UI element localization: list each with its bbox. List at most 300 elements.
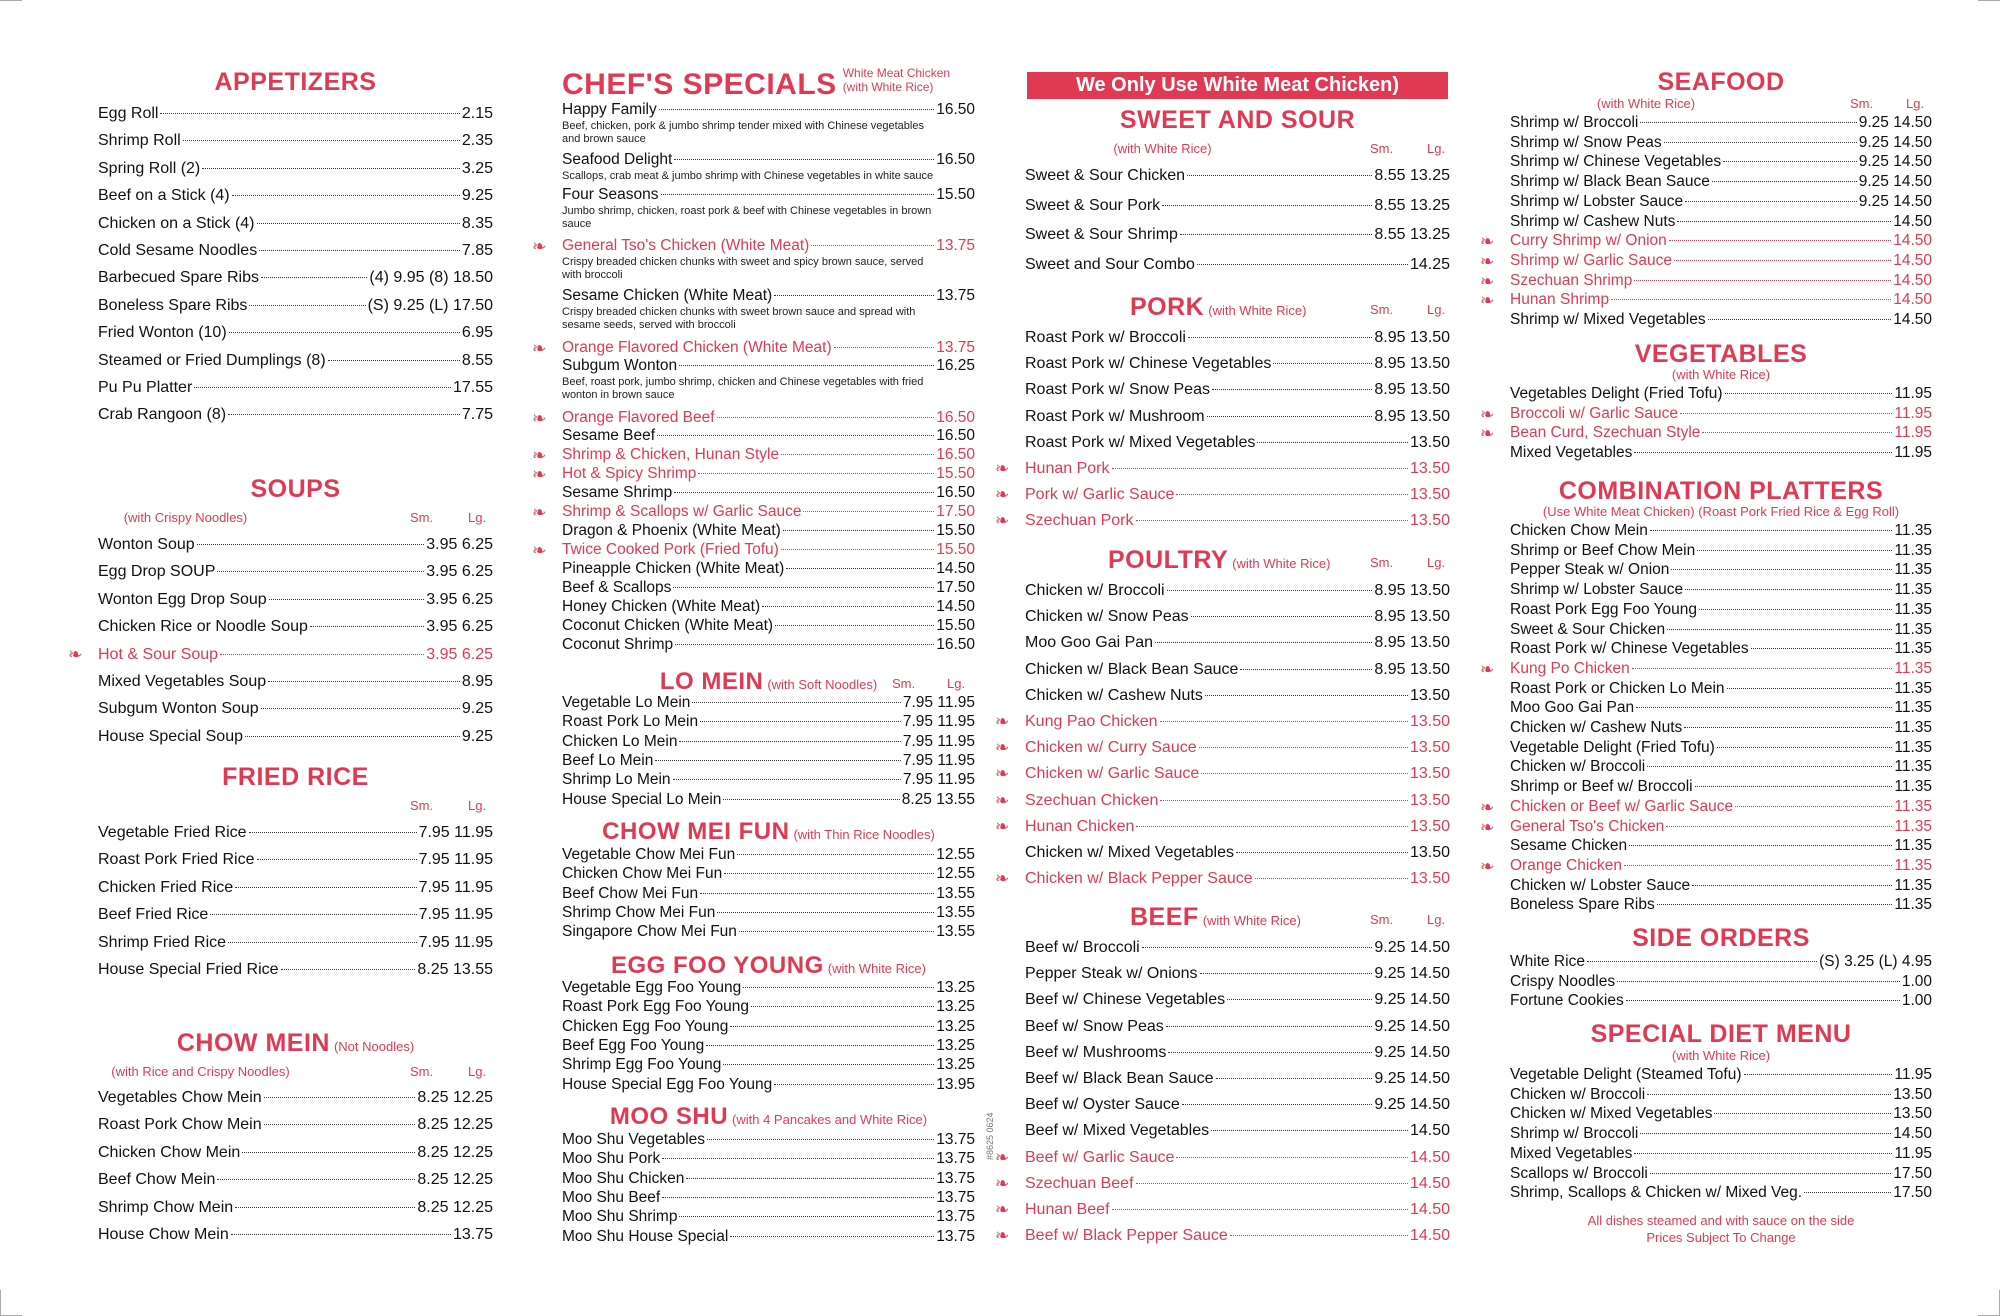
leader-dots	[1735, 806, 1892, 807]
menu-item-name: Beef w/ Mushrooms	[1025, 1044, 1167, 1061]
beef-sm: Sm.	[1370, 912, 1394, 927]
menu-item-name: Beef on a Stick (4)	[98, 187, 230, 204]
menu-item-name: Chicken Egg Foo Young	[562, 1018, 729, 1035]
menu-item-price: 7.95 11.95	[418, 851, 493, 868]
leader-dots	[264, 1097, 416, 1098]
leader-dots	[834, 347, 935, 348]
menu-item	[1025, 225, 1450, 244]
white-meat-banner: We Only Use White Meat Chicken)	[1027, 72, 1448, 99]
chow-mein-note: (with Rice and Crispy Noodles)	[111, 1064, 290, 1079]
menu-item-name: Dragon & Phoenix (White Meat)	[562, 522, 781, 539]
menu-item	[1025, 843, 1450, 862]
leader-dots	[1211, 1130, 1408, 1131]
leader-dots	[217, 571, 424, 572]
menu-item-price: (S) 3.25 (L) 4.95	[1819, 953, 1932, 970]
menu-item-name: Vegetable Delight (Steamed Tofu)	[1510, 1066, 1742, 1083]
menu-item-price: 13.50	[1409, 687, 1450, 704]
menu-item-name: Shrimp w/ Broccoli	[1510, 114, 1639, 131]
menu-item-price: 7.95 11.95	[902, 733, 975, 750]
menu-item-price: 16.50	[936, 101, 975, 118]
menu-item	[562, 694, 975, 712]
menu-item	[1025, 380, 1450, 399]
hot-spicy-icon: ❧	[995, 764, 1010, 783]
menu-item	[1025, 938, 1450, 957]
menu-item-name: Beef w/ Oyster Sauce	[1025, 1096, 1180, 1113]
chow-mei-fun-sub: (with Thin Rice Noodles)	[793, 827, 935, 842]
menu-item-name: Moo Goo Gai Pan	[1025, 634, 1154, 651]
sweet-sour-sm: Sm.	[1370, 141, 1394, 156]
menu-item-name: Orange Chicken	[1510, 857, 1623, 874]
leader-dots	[1692, 885, 1892, 886]
menu-item-name: Sweet and Sour Combo	[1025, 256, 1195, 273]
menu-item	[1510, 444, 1932, 462]
menu-item	[562, 1228, 975, 1246]
leader-dots	[1240, 669, 1372, 670]
sweet-sour-lg: Lg.	[1427, 141, 1446, 156]
menu-item	[1480, 857, 1932, 876]
menu-item	[1480, 424, 1932, 443]
beef-lg: Lg.	[1427, 912, 1446, 927]
menu-item-price: 9.25 14.50	[1858, 134, 1932, 151]
menu-item-price: 13.50	[1409, 818, 1450, 835]
menu-item-name: Chicken Fried Rice	[98, 879, 234, 896]
egg-foo-young-title	[562, 952, 975, 980]
menu-item	[98, 672, 493, 691]
crop-mark	[1978, 0, 2000, 1]
menu-item-name: Hot & Spicy Shrimp	[562, 465, 697, 482]
menu-item	[1510, 877, 1932, 895]
menu-item-name: Vegetables Chow Mein	[98, 1089, 262, 1106]
menu-item	[562, 1189, 975, 1207]
leader-dots	[679, 741, 900, 742]
menu-item-price: 14.50	[1893, 213, 1932, 230]
menu-item-price: 16.50	[936, 151, 975, 168]
hot-spicy-icon: ❧	[1480, 252, 1495, 271]
poultry-lg: Lg.	[1427, 555, 1446, 570]
menu-item	[98, 241, 493, 260]
leader-dots	[717, 417, 935, 418]
menu-item	[1025, 1043, 1450, 1062]
menu-item-price: 11.35	[1894, 818, 1932, 835]
menu-item-name: Vegetable Delight (Fried Tofu)	[1510, 739, 1715, 756]
seafood-title: SEAFOOD	[1657, 68, 1785, 96]
menu-item	[98, 268, 493, 287]
menu-item-name: Coconut Shrimp	[562, 636, 674, 653]
menu-item-name: Roast Pork w/ Snow Peas	[1025, 381, 1210, 398]
menu-item-name: Chicken Chow Mei Fun	[562, 865, 723, 882]
menu-item-name: Steamed or Fried Dumplings (8)	[98, 352, 326, 369]
menu-item	[1510, 134, 1932, 152]
menu-item-price: 11.35	[1894, 739, 1932, 756]
menu-item-price: 13.50	[1409, 765, 1450, 782]
menu-item-price: 13.25	[936, 998, 975, 1015]
pork-lg: Lg.	[1427, 302, 1446, 317]
chow-mein-title-text: CHOW MEIN	[176, 1029, 330, 1057]
menu-item-name: Chicken or Beef w/ Garlic Sauce	[1510, 798, 1734, 815]
leader-dots	[1640, 1133, 1891, 1134]
menu-item-price: 6.95	[461, 324, 493, 341]
menu-item	[1510, 173, 1932, 191]
menu-item-price: 14.25	[1409, 256, 1450, 273]
leader-dots	[1677, 221, 1891, 222]
menu-item	[1025, 686, 1450, 705]
menu-item-description: Beef, chicken, pork & jumbo shrimp tender mixed with Chinese vegetables and brown sauce	[562, 120, 924, 145]
menu-item-name: Beef Chow Mein	[98, 1171, 216, 1188]
menu-item	[98, 905, 493, 924]
menu-item-price: 12.55	[936, 865, 975, 882]
menu-item-name: Beef w/ Black Pepper Sauce	[1025, 1227, 1228, 1244]
menu-item-price: 13.50	[1409, 739, 1450, 756]
menu-item	[1480, 818, 1932, 837]
menu-item-price: 11.95	[1894, 1145, 1932, 1162]
menu-item-price: 13.75	[936, 1150, 975, 1167]
leader-dots	[242, 1152, 415, 1153]
menu-item-name: Moo Shu Shrimp	[562, 1208, 678, 1225]
menu-item	[98, 823, 493, 842]
menu-item	[98, 131, 493, 150]
leader-dots	[1236, 852, 1408, 853]
menu-item	[1025, 354, 1450, 373]
menu-item-price: 13.25	[936, 1056, 975, 1073]
menu-item	[98, 104, 493, 123]
menu-item-name: Beef Lo Mein	[562, 752, 654, 769]
menu-item	[1025, 964, 1450, 983]
leader-dots	[210, 914, 416, 915]
menu-item-price: 9.25 14.50	[1858, 193, 1932, 210]
menu-item	[562, 1170, 975, 1188]
menu-item-price: 11.35	[1894, 798, 1932, 815]
menu-item	[562, 752, 975, 770]
menu-item	[562, 636, 975, 654]
menu-item-price: 8.95 13.50	[1374, 408, 1450, 425]
menu-item-name: Chicken Chow Mein	[98, 1144, 241, 1161]
menu-item-price: 13.50	[1409, 713, 1450, 730]
leader-dots	[717, 912, 934, 913]
menu-item	[562, 617, 975, 635]
leader-dots	[197, 544, 425, 545]
leader-dots	[1685, 589, 1892, 590]
menu-item-price: 13.75	[936, 237, 975, 254]
menu-item-price: 13.95	[936, 1076, 975, 1093]
chow-mein-sub: (Not Noodles)	[333, 1039, 415, 1054]
leader-dots	[232, 195, 460, 196]
menu-item-name: Crab Rangoon (8)	[98, 406, 227, 423]
chefs-sub2: (with White Rice)	[842, 80, 934, 94]
leader-dots	[1629, 845, 1892, 846]
special-diet-note: (with White Rice)	[1671, 1048, 1771, 1063]
menu-item	[995, 1200, 1450, 1219]
menu-item-price: 13.75	[936, 1170, 975, 1187]
menu-item-name: Sesame Chicken (White Meat)	[562, 287, 773, 304]
lo-mein-sm: Sm.	[892, 676, 916, 691]
combo-note: (Use White Meat Chicken) (Roast Pork Fried Rice & Egg Roll)	[1542, 504, 1900, 519]
menu-item	[1510, 542, 1932, 560]
leader-dots	[751, 1006, 934, 1007]
leader-dots	[674, 159, 934, 160]
leader-dots	[774, 1084, 934, 1085]
menu-item-name: Shrimp w/ Garlic Sauce	[1510, 252, 1672, 269]
menu-item-name: Beef w/ Chinese Vegetables	[1025, 991, 1226, 1008]
menu-item-description: Scallops, crab meat & jumbo shrimp with Chinese vegetables in white sauce	[562, 170, 934, 182]
leader-dots	[1273, 363, 1372, 364]
menu-item-price: 9.25 14.50	[1858, 153, 1932, 170]
leader-dots	[723, 799, 899, 800]
leader-dots	[1667, 629, 1892, 630]
menu-item-description: Jumbo shrimp, chicken, roast pork & beef with Chinese vegetables in brown sauce	[562, 205, 932, 230]
menu-item-price: 17.50	[1893, 1165, 1932, 1182]
menu-item-price: 14.50	[1893, 252, 1932, 269]
menu-item-name: Broccoli w/ Garlic Sauce	[1510, 405, 1678, 422]
menu-item-name: Shrimp w/ Snow Peas	[1510, 134, 1662, 151]
menu-item	[1510, 719, 1932, 737]
menu-item-name: Vegetable Chow Mei Fun	[562, 846, 736, 863]
menu-item-price: 11.35	[1894, 660, 1932, 677]
chow-mein-sm: Sm.	[410, 1064, 434, 1079]
leader-dots	[1611, 299, 1891, 300]
menu-item-price: 7.85	[461, 242, 493, 259]
menu-item	[1025, 633, 1450, 652]
menu-item-name: Szechuan Shrimp	[1510, 272, 1633, 289]
menu-item	[1510, 153, 1932, 171]
print-code: #8625 0624	[985, 1112, 995, 1160]
leader-dots	[1199, 747, 1408, 748]
menu-item-name: House Chow Mein	[98, 1226, 229, 1243]
leader-dots	[679, 365, 934, 366]
menu-item-name: Roast Pork w/ Chinese Vegetables	[1510, 640, 1749, 657]
leader-dots	[1182, 1104, 1373, 1105]
menu-item-name: Chicken Lo Mein	[562, 733, 678, 750]
menu-item-price: 3.95 6.25	[426, 591, 493, 608]
menu-item-price: 11.35	[1894, 621, 1932, 638]
leader-dots	[1255, 878, 1408, 879]
leader-dots	[1697, 550, 1892, 551]
menu-item	[1510, 193, 1932, 211]
menu-item	[562, 1018, 975, 1036]
hot-spicy-icon: ❧	[995, 738, 1010, 757]
leader-dots	[261, 708, 460, 709]
menu-item	[1510, 896, 1932, 914]
menu-item	[98, 351, 493, 370]
leader-dots	[1626, 1000, 1900, 1001]
menu-item-price: 8.95 13.50	[1374, 329, 1450, 346]
menu-item-name: Moo Goo Gai Pan	[1510, 699, 1635, 716]
menu-item	[1480, 272, 1932, 291]
menu-item	[98, 590, 493, 609]
leader-dots	[1669, 240, 1891, 241]
menu-item	[532, 541, 975, 560]
beef-title-text: BEEF	[1130, 903, 1199, 931]
hot-spicy-icon: ❧	[532, 339, 547, 358]
menu-item	[562, 923, 975, 941]
menu-item-price: 8.95	[461, 673, 493, 690]
menu-item	[1480, 405, 1932, 424]
side-orders-title: SIDE ORDERS	[1632, 924, 1810, 952]
menu-item	[98, 186, 493, 205]
menu-item-price: 3.25	[461, 160, 493, 177]
menu-item-price: 8.25 13.55	[417, 961, 493, 978]
hot-spicy-icon: ❧	[995, 511, 1010, 530]
leader-dots	[1212, 389, 1372, 390]
menu-item-name: Beef w/ Mixed Vegetables	[1025, 1122, 1210, 1139]
menu-item-price: 14.50	[1893, 311, 1932, 328]
leader-dots	[707, 1139, 934, 1140]
leader-dots	[698, 473, 934, 474]
leader-dots	[1176, 1157, 1408, 1158]
menu-item	[1510, 621, 1932, 639]
menu-item-name: Orange Flavored Beef	[562, 409, 715, 426]
sweet-sour-title: SWEET AND SOUR	[1119, 106, 1356, 134]
menu-item-name: Bean Curd, Szechuan Style	[1510, 424, 1701, 441]
menu-item	[98, 562, 493, 581]
menu-item-name: Egg Drop SOUP	[98, 563, 216, 580]
leader-dots	[661, 194, 935, 195]
menu-item-price: 7.95 11.95	[902, 752, 975, 769]
leader-dots	[202, 168, 460, 169]
menu-item-price: 13.50	[1409, 792, 1450, 809]
menu-item-name: Moo Shu Beef	[562, 1189, 661, 1206]
menu-item	[532, 339, 975, 358]
leader-dots	[1160, 800, 1408, 801]
menu-item	[995, 791, 1450, 810]
menu-item-price: 13.75	[452, 1226, 493, 1243]
leader-dots	[662, 1158, 934, 1159]
menu-item	[562, 1076, 975, 1094]
menu-item-price: 13.25	[936, 1037, 975, 1054]
menu-item	[98, 214, 493, 233]
leader-dots	[1112, 1209, 1408, 1210]
menu-item-name: Chicken w/ Broccoli	[1025, 582, 1165, 599]
menu-item-price: 16.50	[936, 446, 975, 463]
leader-dots	[1176, 494, 1408, 495]
leader-dots	[1160, 721, 1408, 722]
menu-item-name: Spring Roll (2)	[98, 160, 201, 177]
menu-item-name: Shrimp w/ Chinese Vegetables	[1510, 153, 1722, 170]
leader-dots	[281, 969, 416, 970]
menu-item-name: Subgum Wonton	[562, 357, 678, 374]
menu-item-price: 11.35	[1894, 719, 1932, 736]
menu-item	[562, 427, 975, 445]
menu-item	[562, 101, 975, 119]
leader-dots	[1727, 688, 1893, 689]
pork-sub: (with White Rice)	[1208, 303, 1307, 318]
menu-item	[562, 522, 975, 540]
menu-item-name: Sesame Shrimp	[562, 484, 673, 501]
hot-spicy-icon: ❧	[1480, 291, 1495, 310]
poultry-sub: (with White Rice)	[1232, 556, 1331, 571]
menu-item-price: 8.55 13.25	[1374, 167, 1450, 184]
menu-item	[1025, 1121, 1450, 1140]
menu-item-price: 7.95 11.95	[418, 934, 493, 951]
menu-item-name: Sesame Chicken	[1510, 837, 1628, 854]
leader-dots	[775, 625, 934, 626]
menu-item-price: 11.35	[1894, 699, 1932, 716]
leader-dots	[1650, 530, 1893, 531]
menu-item	[1510, 114, 1932, 132]
menu-item-name: Shrimp or Beef Chow Mein	[1510, 542, 1696, 559]
menu-item-name: Roast Pork or Chicken Lo Mein	[1510, 680, 1725, 697]
menu-item-name: Roast Pork Egg Foo Young	[562, 998, 749, 1015]
menu-item	[1510, 1066, 1932, 1084]
hot-spicy-icon: ❧	[68, 645, 83, 664]
leader-dots	[1695, 786, 1893, 787]
leader-dots	[269, 599, 425, 600]
menu-item-name: Wonton Egg Drop Soup	[98, 591, 267, 608]
menu-item-name: Beef w/ Black Bean Sauce	[1025, 1070, 1214, 1087]
menu-item-name: Honey Chicken (White Meat)	[562, 598, 761, 615]
leader-dots	[679, 1216, 934, 1217]
menu-item-price: 8.95 13.50	[1374, 582, 1450, 599]
menu-item-name: Kung Pao Chicken	[1025, 713, 1158, 730]
hot-spicy-icon: ❧	[532, 237, 547, 256]
menu-item	[562, 1131, 975, 1149]
leader-dots	[1634, 280, 1891, 281]
menu-item-name: Pu Pu Platter	[98, 379, 193, 396]
menu-item	[562, 979, 975, 997]
leader-dots	[1702, 432, 1892, 433]
fried-rice-lg: Lg.	[468, 798, 487, 813]
leader-dots	[217, 1179, 415, 1180]
menu-item	[1510, 1125, 1932, 1143]
leader-dots	[259, 250, 460, 251]
menu-item-name: Szechuan Pork	[1025, 512, 1134, 529]
menu-item-price: 16.50	[936, 636, 975, 653]
seafood-sm: Sm.	[1850, 96, 1874, 111]
menu-item-name: Vegetable Fried Rice	[98, 824, 247, 841]
leader-dots	[235, 1207, 415, 1208]
menu-item-price: 13.55	[936, 904, 975, 921]
menu-item	[98, 296, 493, 315]
menu-item-price: 11.35	[1894, 561, 1932, 578]
menu-item-price: 1.00	[1901, 992, 1932, 1009]
menu-item-price: 12.55	[936, 846, 975, 863]
menu-item-name: Shrimp w/ Lobster Sauce	[1510, 193, 1684, 210]
menu-item-name: Beef Egg Foo Young	[562, 1037, 705, 1054]
menu-item	[1025, 1095, 1450, 1114]
menu-item-price: 8.95 13.50	[1374, 634, 1450, 651]
hot-spicy-icon: ❧	[532, 503, 547, 522]
menu-item-name: Roast Pork w/ Mushroom	[1025, 408, 1205, 425]
leader-dots	[1587, 961, 1817, 962]
menu-item	[995, 1226, 1450, 1245]
leader-dots	[1142, 947, 1373, 948]
menu-item-name: House Special Lo Mein	[562, 791, 722, 808]
menu-item-price: 14.50	[1893, 291, 1932, 308]
menu-item-price: 11.35	[1894, 601, 1932, 618]
menu-item-name: Beef w/ Snow Peas	[1025, 1018, 1164, 1035]
menu-item-name: White Rice	[1510, 953, 1585, 970]
leader-dots	[737, 854, 934, 855]
hot-spicy-icon: ❧	[995, 712, 1010, 731]
menu-item-name: House Special Soup	[98, 728, 243, 745]
menu-item	[1510, 973, 1932, 991]
menu-item-price: 13.75	[936, 287, 975, 304]
menu-item-name: Shrimp Fried Rice	[98, 934, 227, 951]
leader-dots	[1167, 590, 1373, 591]
leader-dots	[249, 305, 365, 306]
menu-item-price: 14.50	[936, 598, 975, 615]
menu-item-price: 11.35	[1894, 896, 1932, 913]
menu-item	[1025, 255, 1450, 274]
menu-item-price: 11.35	[1894, 581, 1932, 598]
leader-dots	[1197, 264, 1408, 265]
menu-item	[98, 699, 493, 718]
menu-item-name: Hot & Sour Soup	[98, 646, 219, 663]
menu-item-price: 9.25 14.50	[1374, 1018, 1450, 1035]
menu-item-price: 7.95 11.95	[418, 879, 493, 896]
menu-item-price: 13.25	[936, 1018, 975, 1035]
menu-item-description: Crispy breaded chicken chunks with sweet brown sauce and spread with sesame seeds, served with broccoli	[562, 306, 916, 331]
leader-dots	[724, 873, 934, 874]
